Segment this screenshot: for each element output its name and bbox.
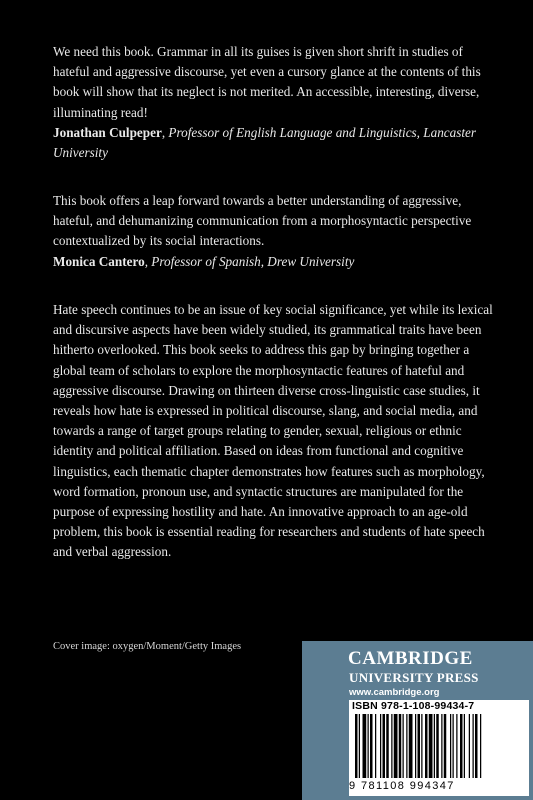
- praise-affiliation: Professor of English Language and Linguistics, Lancaster University: [53, 124, 477, 161]
- praise-quote: We need this book. Grammar in all its guises is given short shrift in studies of hateful and aggressive discourse, yet even a cursory glance at the contents of this book will show that its neglect is not merited. An accessible, interesting, diverse, illuminating read!: [53, 44, 481, 120]
- publisher-logo-name: CAMBRIDGE: [348, 648, 473, 669]
- barcode-number: 9 781108 994347: [349, 780, 455, 792]
- praise-blurb-2: This book offers a leap forward towards a better understanding of aggressive, hateful, and dehumanizing communication from a morphosyntactic perspective contextualized by its social interactions. Monica Cantero, Professor of Spanish, Drew University: [53, 191, 493, 272]
- publisher-url: www.cambridge.org: [349, 687, 440, 698]
- description-text: Hate speech continues to be an issue of key social significance, yet while its lexical and discursive aspects have been widely studied, its grammatical traits have been hitherto overlooked. This book seeks to address this gap by bringing together a global team of scholars to explore the morphosyntactic features of hateful and aggressive discourse. Drawing on thirteen diverse cross-linguistic case studies, it reveals how hate is expressed in political discourse, slang, and social media, and towards a range of target groups relating to gender, sexual, religious or ethnic identity and political affiliation. Based on ideas from functional and cognitive linguistics, each thematic chapter demonstrates how features such as morphology, word formation, pronoun use, and syntactic structures are manipulated for the purpose of expressing hostility and hate. An innovative approach to an age-old problem, this book is essential reading for researchers and students of hate speech and verbal aggression.: [53, 302, 493, 560]
- praise-blurb-1: We need this book. Grammar in all its guises is given short shrift in studies of hateful and aggressive discourse, yet even a cursory glance at the contents of this book will show that its neglect is not merited. An accessible, interesting, diverse, illuminating read! Jonathan Culpeper, Professor of English Language and Linguistics, Lancaster University: [53, 42, 493, 163]
- barcode-box: [349, 700, 529, 796]
- praise-author: Monica Cantero: [53, 253, 145, 269]
- publisher-panel: [302, 641, 533, 800]
- praise-quote: This book offers a leap forward towards a better understanding of aggressive, hateful, and dehumanizing communication from a morphosyntactic perspective contextualized by its social interactions.: [53, 193, 472, 249]
- praise-author: Jonathan Culpeper: [53, 124, 162, 140]
- publisher-subtitle: UNIVERSITY PRESS: [349, 670, 479, 685]
- praise-affiliation: Professor of Spanish, Drew University: [151, 253, 355, 269]
- book-description: [53, 300, 493, 563]
- isbn-text: ISBN 978-1-108-99434-7: [352, 700, 475, 712]
- barcode-icon: [353, 714, 525, 780]
- cover-image-credit: Cover image: oxygen/Moment/Getty Images: [53, 641, 242, 652]
